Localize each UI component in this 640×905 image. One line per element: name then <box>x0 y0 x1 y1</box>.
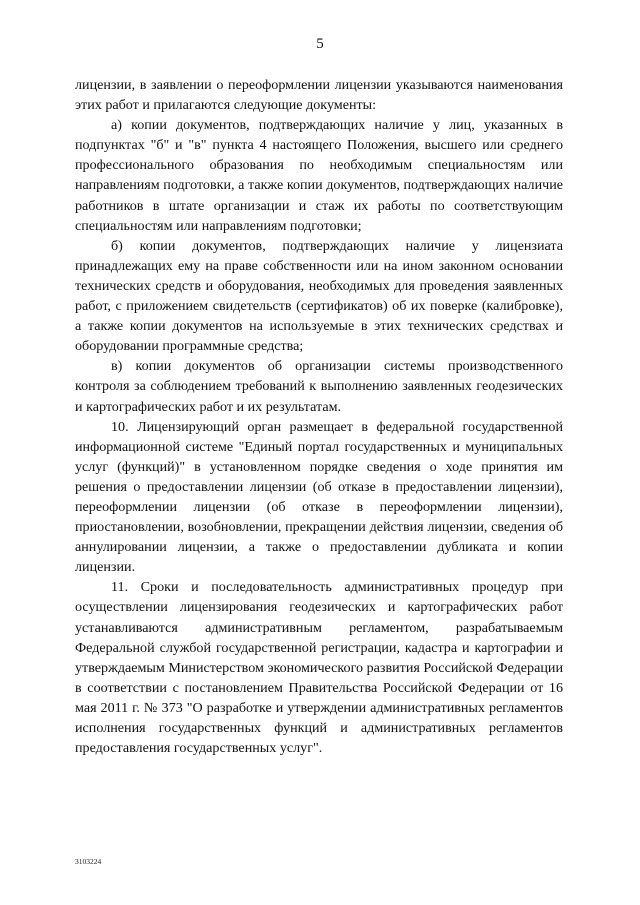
paragraph-item-a: а) копии документов, подтверждающих наличие у лиц, указанных в подпунктах "б" и "в" пункта 4 настоящего Положения, высшего или среднего профессионального образования по необходимым специальностям или направлениям подготовки, а также копии документов, подтверждающих наличие работников в штате организации и стаж их работы по соответствующим специальностям или направлениям подготовки; <box>75 117 563 234</box>
paragraph-clause-11: 11. Сроки и последовательность административных процедур при осуществлении лицензирования геодезических и картографических работ устанавливаются административным регламентом, разрабатываемым Федеральной службой государственной регистрации, кадастра и картографии и утверждаемым Министерством экономического развития Российской Федерации в соответствии с постановлением Правительства Российской Федерации от 16 мая 2011 г. № 373 "О разработке и утверждении административных регламентов исполнения государственных функций и административных регламентов предоставления государственных услуг". <box>75 579 563 757</box>
document-code: 3103224 <box>75 857 102 866</box>
page-number: 5 <box>316 36 324 52</box>
paragraph-intro-continuation: лицензии, в заявлении о переоформлении лицензии указываются наименования этих работ и прилагаются следующие документы: <box>75 77 563 114</box>
paragraph-item-b: б) копии документов, подтверждающих наличие у лицензиата принадлежащих ему на праве собственности или на ином законном основании технических средств и оборудования, необходимых для проведения заявленных работ, с приложением свидетельств (сертификатов) об их поверке (калибровке), а также копии документов на используемые в этих технических средствах и оборудовании программные средства; <box>75 237 563 355</box>
paragraph-item-v: в) копии документов об организации системы производственного контроля за соблюдением требований к выполнению заявленных геодезических и картографических работ и их результатам. <box>75 358 563 415</box>
document-body <box>75 75 563 758</box>
paragraph-clause-10: 10. Лицензирующий орган размещает в федеральной государственной информационной системе "Единый портал государственных и муниципальных услуг (функций)" в установленном порядке сведения о ходе принятия им решения о предоставлении лицензии (об отказе в предоставлении лицензии), переоформлении лицензии (об отказе в переоформлении лицензии), приостановлении, возобновлении, прекращении действия лицензии, сведения об аннулировании лицензии, а также о предоставлении дубликата и копии лицензии. <box>75 418 563 576</box>
